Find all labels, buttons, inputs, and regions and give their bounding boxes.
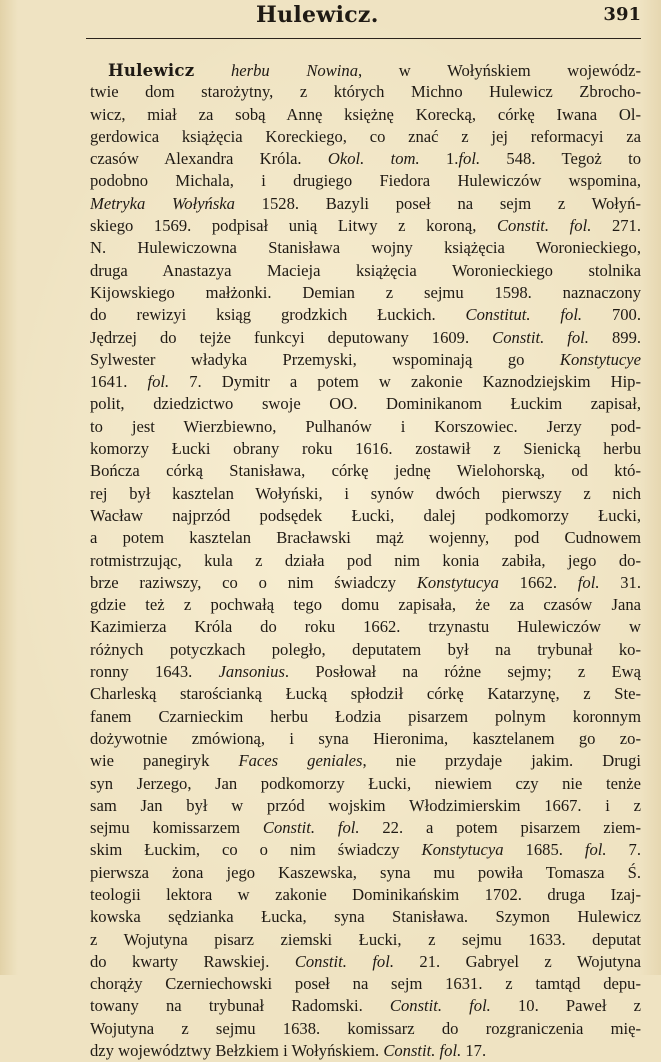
text-span: 31.: [599, 572, 641, 592]
italic-span: Constit. fol.: [496, 216, 592, 236]
text-line: [90, 929, 641, 951]
text-span: czasów Alexandra Króla.: [90, 149, 328, 169]
text-span: rej był kasztelan Wołyński, i synów dwóch pierwszy z nich: [90, 483, 641, 503]
text-span: , nie przydaje jakim. Drugi: [362, 751, 641, 771]
text-line: [90, 237, 641, 259]
text-line: [90, 973, 641, 995]
text-line: [90, 104, 641, 126]
text-span: wie panegiryk: [90, 751, 239, 771]
text-span: dożywotnie zmówioną, i syna Hieronima, kasztelanem go zo-: [90, 728, 641, 748]
text-span: polit, dziedzictwo swoje OO. Dominikanom Łuckim zapisał,: [90, 394, 641, 414]
text-line: [90, 416, 641, 438]
text-line: [90, 616, 641, 638]
text-line: [90, 81, 641, 103]
text-line: [90, 193, 641, 215]
text-line: [90, 1040, 641, 1062]
text-span: ronny 1643.: [90, 662, 219, 682]
italic-span: fol.: [458, 149, 481, 169]
text-span: z Wojutyna pisarz ziemski Łucki, z sejmu 1633. deputat: [90, 929, 641, 949]
italic-span: Faces geniales: [238, 751, 363, 771]
italic-span: fol.: [577, 572, 600, 592]
text-span: 17.: [461, 1041, 487, 1061]
text-span: gerdowica książęcia Koreckiego, co znać z jej reformacyi za: [90, 126, 641, 146]
text-span: do rewizyi ksiąg grodzkich Łuckich.: [90, 305, 466, 325]
text-span: 1.: [419, 149, 459, 169]
italic-span: Constit. fol.: [383, 1041, 462, 1061]
text-span: 1528. Bazyli poseł na sejm z Wołyń-: [234, 193, 641, 213]
running-title: Hulewicz.: [256, 2, 379, 28]
text-span: druga Anastazya Macieja książęcia Woronieckiego stolnika: [90, 260, 641, 280]
italic-span: Constit. fol.: [294, 951, 394, 971]
text-line: [90, 349, 641, 371]
italic-span: fol.: [147, 372, 170, 392]
text-line: [90, 438, 641, 460]
text-span: 22. a potem pisarzem ziem-: [359, 818, 641, 838]
text-line: [90, 282, 641, 304]
text-span: kowska sędzianka Łucka, syna Stanisława. Szymon Hulewicz: [90, 907, 641, 927]
text-line: [90, 371, 641, 393]
text-span: a potem kasztelan Bracławski mąż wojenny, pod Cudnowem: [90, 528, 641, 548]
text-span: Sylwester władyka Przemyski, wspominają go: [90, 349, 560, 369]
text-span: sam Jan był w przód wojskim Włodzimierskim 1667. i z: [90, 795, 641, 815]
text-line: [90, 773, 641, 795]
entry-headword: Hulewicz: [108, 60, 195, 80]
text-line: [90, 862, 641, 884]
text-span: podobno Michala, i drugiego Fiedora Hulewiczów wspomina,: [90, 171, 641, 191]
text-span: wicz, miał za sobą Annę księżnę Korecką, córkę Iwana Ol-: [90, 104, 641, 124]
text-line: [90, 750, 641, 772]
text-line: [90, 795, 641, 817]
italic-span: fol.: [584, 840, 607, 860]
running-header: [86, 0, 641, 39]
text-span: rotmistrzując, kula z działa pod nim konia zabiła, jego do-: [90, 550, 641, 570]
text-span: 271.: [591, 216, 641, 236]
text-span: , w Wołyńskiem wojewódz-: [358, 61, 641, 80]
text-span: komorzy Łucki obrany roku 1616. zostawił z Sienicką herbu: [90, 439, 641, 459]
italic-span: Konstytucya: [416, 572, 499, 592]
text-line: [90, 594, 641, 616]
text-line: [90, 639, 641, 661]
text-span: brze raziwszy, co o nim świadczy: [90, 572, 417, 592]
text-line: [90, 839, 641, 861]
text-line: [90, 906, 641, 928]
text-span: Charleską starościanką Łucką spłodził córkę Katarzynę, z Ste-: [90, 684, 641, 704]
text-span: . Posłował na różne sejmy; z Ewą: [284, 662, 641, 682]
text-line: [90, 170, 641, 192]
italic-span: Constit. fol.: [492, 327, 589, 347]
text-line: [90, 706, 641, 728]
text-span: 1685.: [503, 840, 585, 860]
text-span: syn Jerzego, Jan podkomorzy Łucki, niewiem czy nie tenże: [90, 773, 641, 793]
italic-span: Constit. fol.: [389, 996, 491, 1016]
italic-span: Konstytucye: [559, 349, 641, 369]
text-line: [90, 550, 641, 572]
text-line: [90, 661, 641, 683]
text-line: [90, 817, 641, 839]
text-line: [90, 260, 641, 282]
text-span: 899.: [588, 327, 641, 347]
text-line: [90, 126, 641, 148]
text-line: [90, 483, 641, 505]
text-span: Kijowskiego małżonki. Demian z sejmu 1598. naznaczony: [90, 282, 641, 302]
italic-span: Constitut. fol.: [465, 305, 583, 325]
text-line: [90, 683, 641, 705]
text-span: twie dom starożytny, z których Michno Hulewicz Zbrocho-: [90, 82, 641, 102]
italic-span: Jansonius: [218, 662, 285, 682]
text-span: 7. Dymitr a potem w zakonie Kaznodziejskim Hip-: [169, 372, 641, 392]
text-line: [90, 572, 641, 594]
text-span: pierwsza żona jego Kaszewska, syna mu powiła Tomasza Ś.: [90, 862, 641, 882]
text-span: Jędrzej do tejże funkcyi deputowany 1609.: [90, 327, 493, 347]
text-line: [90, 59, 641, 81]
text-span: teologii lektora w zakonie Dominikańskim 1702. druga Izaj-: [90, 884, 641, 904]
text-line: [90, 327, 641, 349]
text-span: Bończa córką Stanisława, córkę jednę Wielohorską, od któ-: [90, 461, 641, 481]
text-line: [90, 995, 641, 1017]
text-span: 21. Gabryel z Wojutyna: [394, 951, 641, 971]
text-span: 700.: [582, 305, 641, 325]
text-line: [90, 393, 641, 415]
text-line: [90, 460, 641, 482]
text-line: [90, 304, 641, 326]
text-span: do kwarty Rawskiej.: [90, 951, 295, 971]
text-line: [90, 527, 641, 549]
text-span: 7.: [606, 840, 641, 860]
text-line: [90, 728, 641, 750]
text-line: [90, 884, 641, 906]
italic-span: Okol. tom.: [327, 149, 420, 169]
text-span: skiego 1569. podpisał unią Litwy z koroną,: [90, 216, 497, 236]
text-span: sejmu komissarzem: [90, 818, 263, 838]
text-span: 1662.: [498, 572, 578, 592]
text-span: towany na trybunał Radomski.: [90, 996, 390, 1016]
page-number: 391: [603, 4, 641, 25]
entry-text: [90, 59, 641, 1062]
text-line: [90, 1018, 641, 1040]
text-span: chorąży Czerniechowski poseł na sejm 1631. z tamtąd depu-: [90, 974, 641, 994]
text-line: [90, 505, 641, 527]
italic-span: Metryka Wołyńska: [90, 193, 235, 213]
italic-span: herbu Nowina: [230, 61, 358, 80]
text-span: Wojutyna z sejmu 1638. komissarz do rozgraniczenia mię-: [90, 1018, 641, 1038]
text-line: [90, 951, 641, 973]
text-span: N. Hulewiczowna Stanisława wojny książęcia Woronieckiego,: [90, 238, 641, 258]
text-span: 10. Paweł z: [490, 996, 641, 1016]
text-span: gdzie też z pochwałą tego domu zapisała, że za czasów Jana: [90, 595, 641, 615]
text-line: [90, 215, 641, 237]
text-span: to jest Wierzbiewno, Pulhanów i Korszowiec. Jerzy pod-: [90, 416, 641, 436]
text-span: 1641.: [90, 372, 148, 392]
text-span: [194, 61, 231, 80]
text-span: 548. Tegoż to: [480, 149, 641, 169]
text-span: dzy województwy Bełzkiem i Wołyńskiem.: [90, 1041, 384, 1061]
text-span: Wacław najprzód podsędek Łucki, dalej podkomorzy Łucki,: [90, 505, 641, 525]
text-span: różnych potyczkach poległo, deputatem był na trybunał ko-: [90, 639, 641, 659]
text-span: Kazimierza Króla do roku 1662. trzynastu Hulewiczów w: [90, 617, 641, 637]
text-span: fanem Czarnieckim herbu Łodzia pisarzem polnym koronnym: [90, 706, 641, 726]
text-line: [90, 148, 641, 170]
italic-span: Constit. fol.: [262, 818, 360, 838]
italic-span: Konstytucya: [421, 840, 504, 860]
text-span: skim Łuckim, co o nim świadczy: [90, 840, 422, 860]
